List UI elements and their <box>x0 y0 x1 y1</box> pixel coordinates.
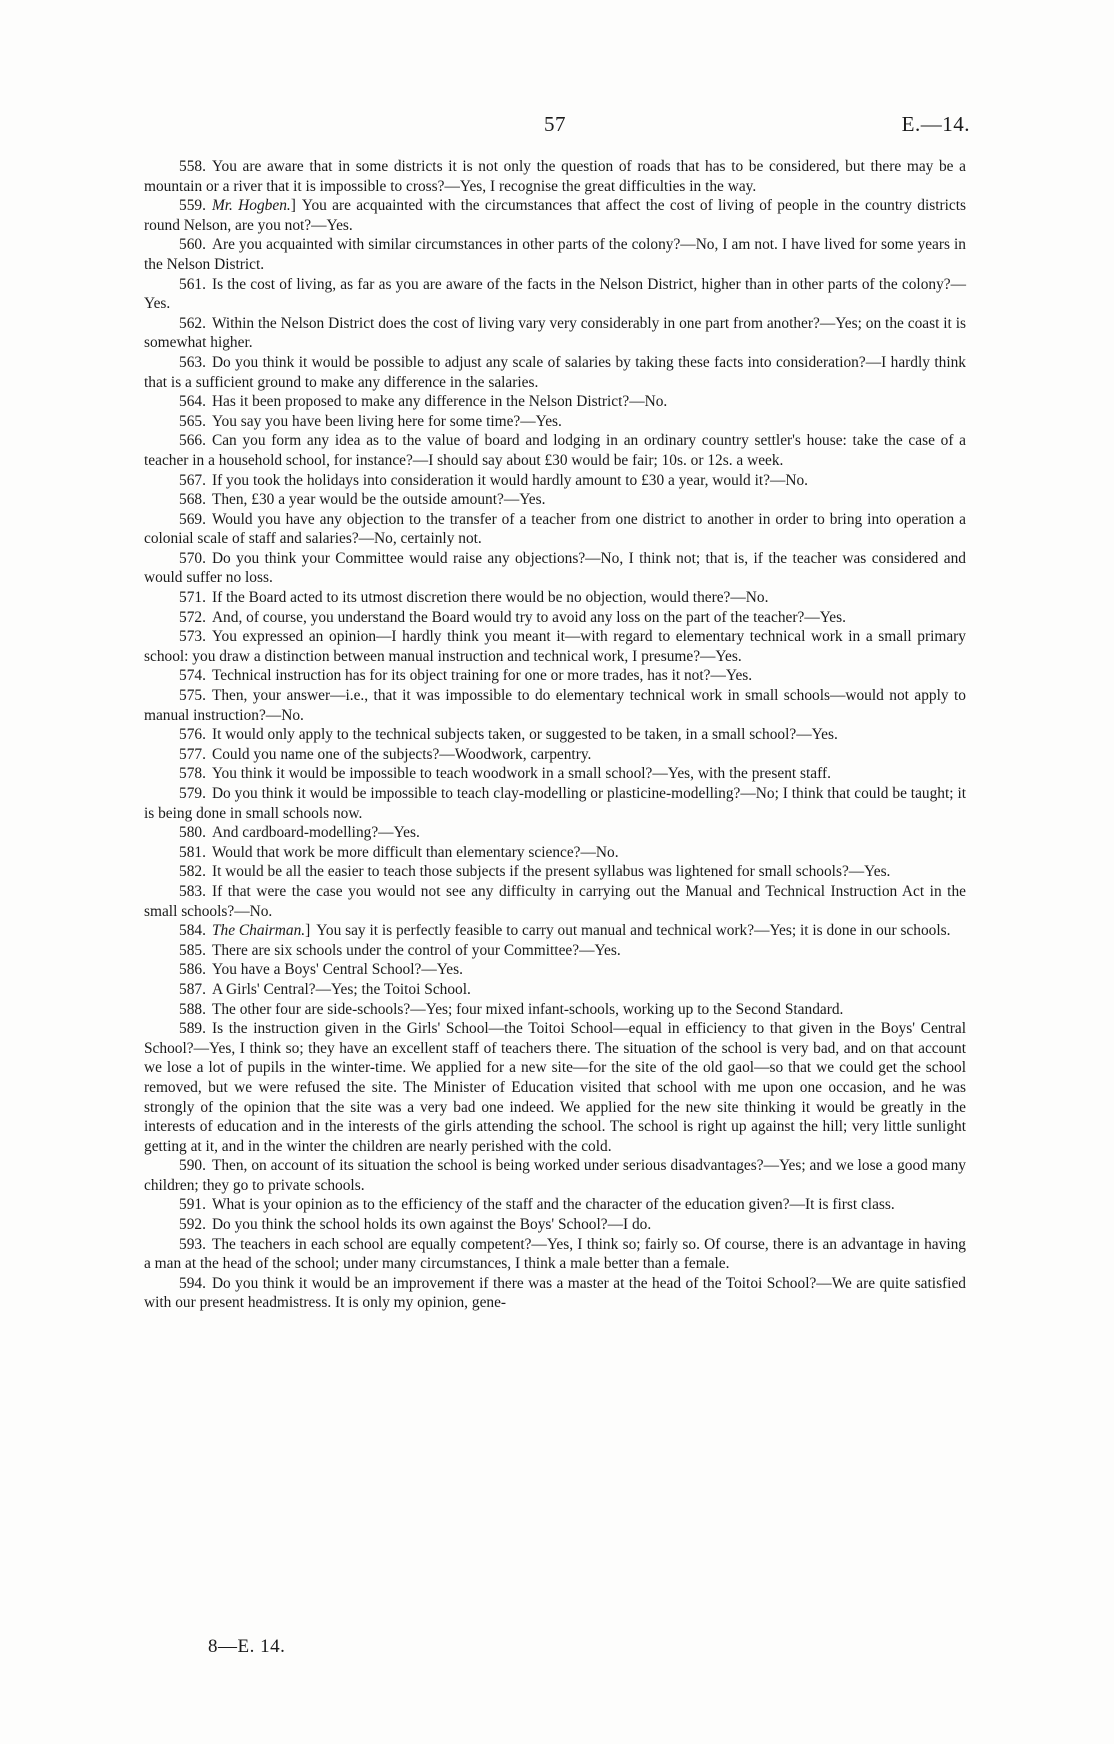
evidence-paragraph <box>144 1215 966 1235</box>
printer-signature: 8—E. 14. <box>208 1636 286 1657</box>
evidence-paragraph <box>144 1274 966 1313</box>
question-number: 562. <box>179 314 206 332</box>
evidence-paragraph <box>144 980 966 1000</box>
question-answer-text: What is your opinion as to the efficiency of the staff and the character of the education given?—It is first class. <box>211 1196 895 1214</box>
evidence-paragraph <box>144 725 966 745</box>
speaker-bracket: ] <box>290 197 296 215</box>
question-number: 570. <box>179 549 206 567</box>
evidence-paragraph <box>144 549 966 588</box>
question-answer-text: A Girls' Central?—Yes; the Toitoi School. <box>211 980 471 998</box>
question-number: 573. <box>179 628 206 646</box>
question-answer-text: If you took the holidays into consideration it would hardly amount to £30 a year, would it?—No. <box>211 471 809 489</box>
question-answer-text: There are six schools under the control of your Committee?—Yes. <box>211 941 621 959</box>
question-answer-text: The other four are side-schools?—Yes; four mixed infant-schools, working up to the Second Standard. <box>211 1000 844 1018</box>
question-answer-text: You say it is perfectly feasible to carry out manual and technical work?—Yes; it is done in our schools. <box>316 922 951 940</box>
evidence-paragraph <box>144 627 966 666</box>
evidence-paragraph <box>144 196 966 235</box>
evidence-paragraph <box>144 745 966 765</box>
paper-reference: E.—14. <box>901 112 970 136</box>
evidence-paragraph <box>144 823 966 843</box>
question-answer-text: Are you acquainted with similar circumstances in other parts of the colony?—No, I am not. I have lived for some years in the Nelson District. <box>144 236 966 273</box>
question-answer-text: And cardboard-modelling?—Yes. <box>211 824 420 842</box>
question-answer-text: You are acquainted with the circumstances that affect the cost of living of people in the country districts round Nelson, are you not?—Yes. <box>144 197 966 234</box>
page-header <box>0 112 1114 142</box>
evidence-paragraph <box>144 1195 966 1215</box>
question-number: 563. <box>179 353 206 371</box>
question-answer-text: The teachers in each school are equally competent?—Yes, I think so; fairly so. Of course, there is an advantage in having a man at the head of the school; under many circumstances, I think a male better than a female. <box>144 1235 966 1273</box>
question-answer-text: You expressed an opinion—I hardly think you meant it—with regard to elementary technical work in a small primary school: you draw a distinction between manual instruction and technical work, I presume?—Yes. <box>144 628 966 665</box>
evidence-paragraph <box>144 431 966 470</box>
question-number: 581. <box>179 843 206 861</box>
evidence-paragraph <box>144 862 966 882</box>
page-number: 57 <box>544 112 566 136</box>
evidence-paragraph <box>144 941 966 961</box>
evidence-paragraph <box>144 314 966 353</box>
question-answer-text: Do you think the school holds its own against the Boys' School?—I do. <box>211 1216 652 1234</box>
question-number: 558. <box>179 158 206 175</box>
evidence-body <box>144 157 966 1313</box>
evidence-paragraph <box>144 960 966 980</box>
question-number: 578. <box>179 765 206 783</box>
evidence-paragraph <box>144 784 966 823</box>
question-answer-text: Can you form any idea as to the value of board and lodging in an ordinary country settler's house: take the case of a teacher in a household school, for instance?—I should say about £30 would be fair; 10s. or 12s. a week. <box>144 432 966 469</box>
evidence-paragraph <box>144 882 966 921</box>
question-answer-text: You think it would be impossible to teach woodwork in a small school?—Yes, with the present staff. <box>211 765 831 783</box>
question-answer-text: You have a Boys' Central School?—Yes. <box>211 961 463 979</box>
question-number: 586. <box>179 961 206 979</box>
question-number: 565. <box>179 412 206 430</box>
question-answer-text: Do you think it would be an improvement if there was a master at the head of the Toitoi School?—We are quite satisfied with our present headmistress. It is only my opinion, gene- <box>144 1274 966 1312</box>
question-answer-text: Within the Nelson District does the cost of living vary very considerably in one part from another?—Yes; on the coast it is somewhat higher. <box>144 314 966 352</box>
question-answer-text: Then, your answer—i.e., that it was impossible to do elementary technical work in small schools—would not apply to manual instruction?—No. <box>144 687 966 724</box>
question-answer-text: Then, £30 a year would be the outside amount?—Yes. <box>211 491 546 509</box>
question-number: 584. <box>179 922 206 940</box>
question-number: 567. <box>179 471 206 489</box>
question-number: 590. <box>179 1157 206 1175</box>
question-answer-text: Do you think your Committee would raise any objections?—No, I think not; that is, if the teacher was considered and would suffer no loss. <box>144 549 966 587</box>
evidence-paragraph <box>144 157 966 196</box>
evidence-paragraph <box>144 764 966 784</box>
question-answer-text: Do you think it would be impossible to teach clay-modelling or plasticine-modelling?—No; I think that could be taught; it is being done in small schools now. <box>144 785 966 822</box>
question-number: 574. <box>179 667 206 685</box>
question-number: 587. <box>179 980 206 998</box>
evidence-paragraph <box>144 1156 966 1195</box>
evidence-paragraph <box>144 608 966 628</box>
question-number: 566. <box>179 432 206 450</box>
evidence-paragraph <box>144 412 966 432</box>
evidence-paragraph <box>144 275 966 314</box>
question-number: 582. <box>179 863 206 881</box>
evidence-paragraph <box>144 392 966 412</box>
question-number: 571. <box>179 589 206 607</box>
question-number: 575. <box>179 687 206 705</box>
question-answer-text: Then, on account of its situation the school is being worked under serious disadvantages?—Yes; and we lose a good many children; they go to private schools. <box>144 1157 966 1194</box>
question-answer-text: Do you think it would be possible to adjust any scale of salaries by taking these facts into consideration?—I hardly think that is a sufficient ground to make any difference in the salaries. <box>144 353 966 391</box>
question-answer-text: Would that work be more difficult than elementary science?—No. <box>211 843 619 861</box>
question-number: 583. <box>179 882 206 900</box>
question-answer-text: And, of course, you understand the Board would try to avoid any loss on the part of the teacher?—Yes. <box>211 608 846 626</box>
evidence-paragraph <box>144 490 966 510</box>
question-number: 568. <box>179 491 206 509</box>
question-number: 561. <box>179 275 206 293</box>
question-answer-text: Technical instruction has for its object training for one or more trades, has it not?—Yes. <box>211 667 753 685</box>
question-number: 594. <box>179 1274 206 1292</box>
question-number: 592. <box>179 1216 206 1234</box>
evidence-paragraph <box>144 353 966 392</box>
question-number: 560. <box>179 236 206 254</box>
question-number: 572. <box>179 608 206 626</box>
evidence-paragraph <box>144 588 966 608</box>
question-number: 576. <box>179 726 206 744</box>
question-number: 593. <box>179 1235 206 1253</box>
question-answer-text: Would you have any objection to the transfer of a teacher from one district to another in order to bring into operation a colonial scale of staff and salaries?—No, certainly not. <box>144 510 966 548</box>
speaker-name: Mr. Hogben. <box>211 197 291 215</box>
question-answer-text: Is the cost of living, as far as you are aware of the facts in the Nelson District, higher than in other parts of the colony?—Yes. <box>144 275 966 313</box>
question-number: 559. <box>179 197 206 215</box>
evidence-paragraph <box>144 843 966 863</box>
question-answer-text: If the Board acted to its utmost discretion there would be no objection, would there?—No. <box>211 589 769 607</box>
evidence-paragraph <box>144 1019 966 1156</box>
question-answer-text: It would be all the easier to teach those subjects if the present syllabus was lightened for small schools?—Yes. <box>211 863 891 881</box>
evidence-paragraph <box>144 235 966 274</box>
question-number: 577. <box>179 745 206 763</box>
question-answer-text: Has it been proposed to make any difference in the Nelson District?—No. <box>211 393 668 411</box>
speaker-bracket: ] <box>305 922 311 940</box>
question-number: 580. <box>179 824 206 842</box>
question-answer-text: It would only apply to the technical subjects taken, or suggested to be taken, in a small school?—Yes. <box>211 726 838 744</box>
question-number: 569. <box>179 510 206 528</box>
question-answer-text: If that were the case you would not see any difficulty in carrying out the Manual and Technical Instruction Act in the small schools?—No. <box>144 882 966 920</box>
question-number: 588. <box>179 1000 206 1018</box>
evidence-paragraph <box>144 921 966 941</box>
question-number: 591. <box>179 1196 206 1214</box>
question-answer-text: You are aware that in some districts it is not only the question of roads that has to be considered, but there may be a mountain or a river that it is impossible to cross?—Yes, I recognise the great difficulties in the way. <box>144 158 966 195</box>
question-number: 579. <box>179 785 206 802</box>
evidence-paragraph <box>144 666 966 686</box>
evidence-paragraph <box>144 686 966 725</box>
question-number: 589. <box>179 1020 206 1038</box>
speaker-name: The Chairman. <box>211 922 306 940</box>
evidence-paragraph <box>144 1000 966 1020</box>
question-answer-text: Is the instruction given in the Girls' School—the Toitoi School—equal in efficiency to that given in the Boys' Central School?—Yes, I think so; they have an excellent staff of teachers there. The situation of the school is very bad, and on that account we lose a lot of pupils in the winter-time. We applied for a new site—for the site of the old gaol—so that we could get the school removed, but we were refused the site. The Minister of Education visited that school with me upon one occasion, and he was strongly of the opinion that the site was a very bad one indeed. We applied for the new site thinking it would be greatly in the interests of education and in the interests of the girls attending the school. The school is right up against the hill; very little sunlight getting at it, and in the winter the children are nearly perished with the cold. <box>144 1020 966 1155</box>
question-number: 585. <box>179 941 206 959</box>
evidence-paragraph <box>144 510 966 549</box>
question-answer-text: Could you name one of the subjects?—Woodwork, carpentry. <box>211 745 592 763</box>
question-number: 564. <box>179 393 206 411</box>
question-answer-text: You say you have been living here for some time?—Yes. <box>211 412 562 430</box>
evidence-paragraph <box>144 1235 966 1274</box>
evidence-paragraph <box>144 471 966 491</box>
